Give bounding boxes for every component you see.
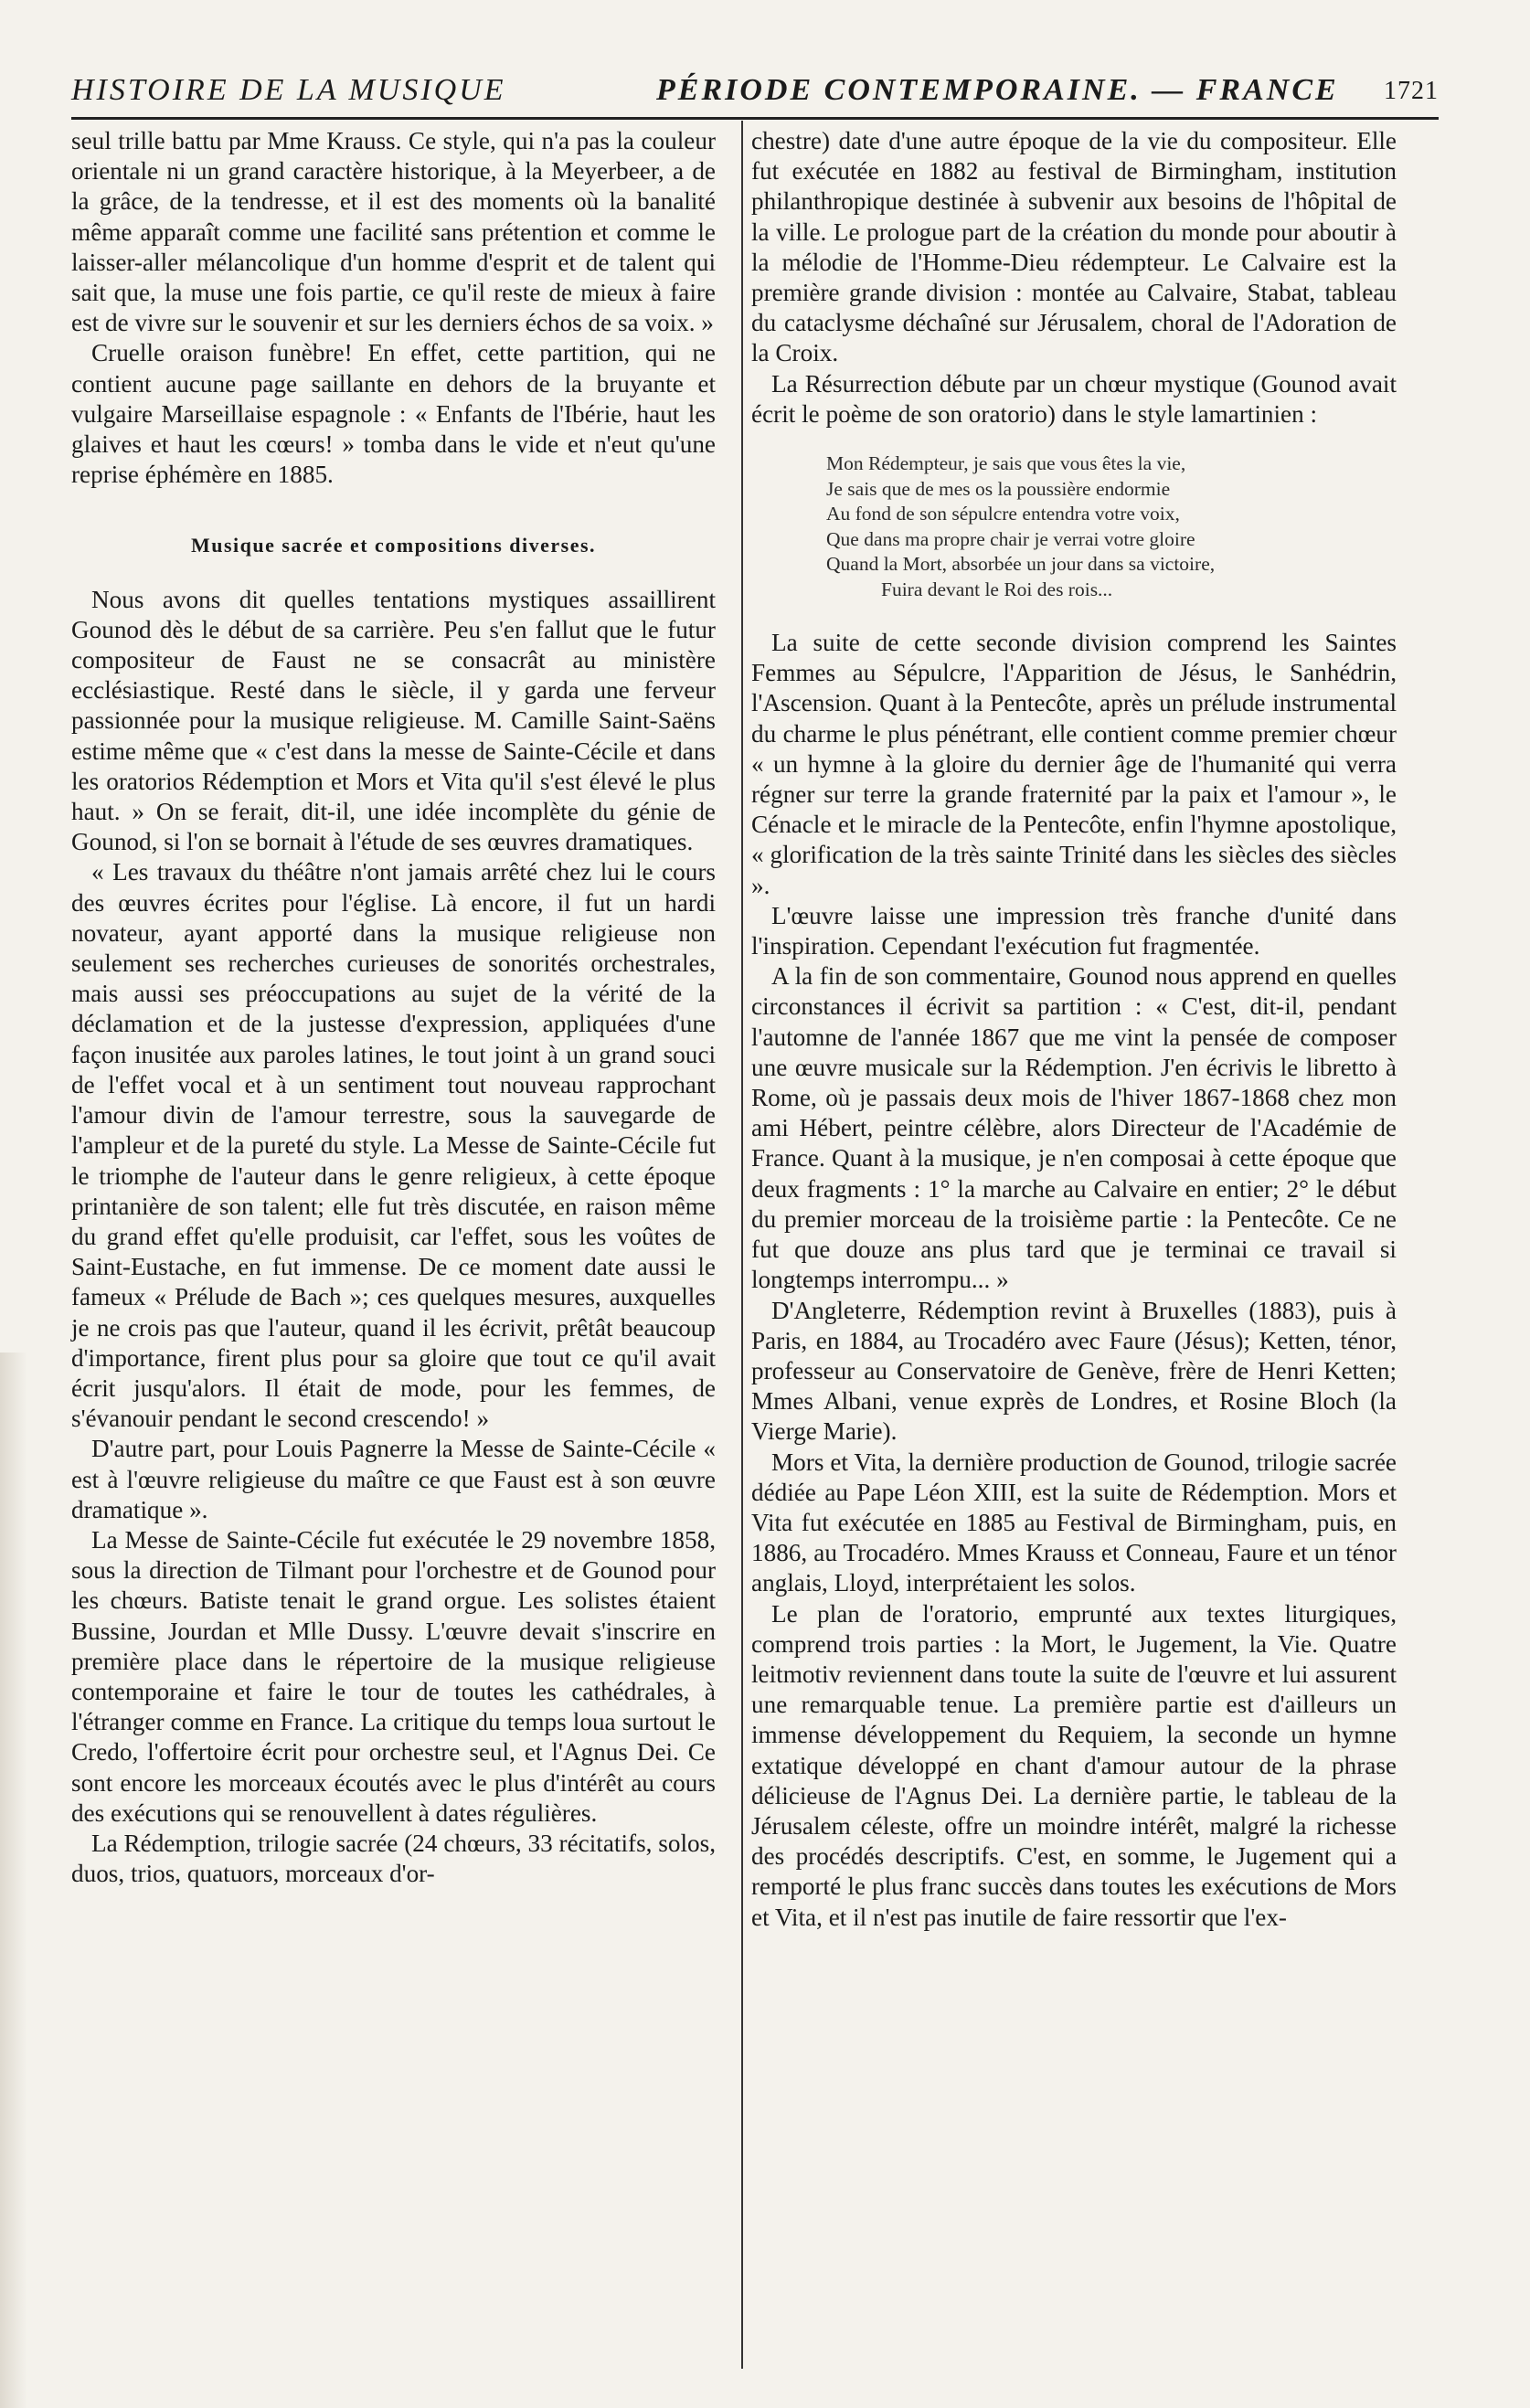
paragraph: chestre) date d'une autre époque de la vie du compositeur. Elle fut exécutée en 1882 au festival de Birmingham, institution philanthropique destinée à subvenir aux besoins de l'hôpital de la ville. Le prologue part de la création du monde pour aboutir à la mélodie de l'Homme-Dieu rédempteur. Le Calvaire est la première grande division : montée au Calvaire, Stabat, tableau du cataclysme déchaîné sur Jérusalem, choral de l'Adoration de la Croix. [751,127,1397,367]
header-right-title: PÉRIODE CONTEMPORAINE. — FRANCE [656,73,1339,107]
poem-line: Mon Rédempteur, je sais que vous êtes la vie, [826,452,1186,475]
page-edge-shadow [0,1353,27,2408]
paragraph: « Les travaux du théâtre n'ont jamais arrêté chez lui le cours des œuvres écrites pour l'église. Là encore, il fut un hardi novateur, ayant apporté dans la musique religieuse non seulement ses recherches curieuses de sonorités orchestrales, mais aussi ses préoccupations au sujet de la vérité de la déclamation et de la justesse d'expression, appliquées d'une façon inusitée aux paroles latines, le tout joint à un grand souci de l'effet vocal et à un sentiment tout nouveau rapprochant l'amour divin de l'amour terrestre, sous la sauvegarde de l'ampleur et de la pureté du style. La Messe de Sainte-Cécile fut le triomphe de l'auteur dans le genre religieux, à cette époque printanière de son talent; elle fut très discutée, en raison même du grand effet qu'elle produisit, car l'effet, sous les voûtes de Saint-Eustache, en fut immense. De ce moment date aussi le fameux « Prélude de Bach »; ces quelques mesures, auxquelles je ne crois pas que l'auteur, quand il les écrivit, prêtât beaucoup d'importance, firent plus pour sa gloire que tout ce qu'il avait écrit jusqu'alors. Il était de mode, pour les femmes, de s'évanouir pendant le second crescendo! » [71,858,716,1433]
column-divider [741,121,743,2369]
poem-line: Quand la Mort, absorbée un jour dans sa victoire, [826,553,1216,576]
paragraph: D'Angleterre, Rédemption revint à Bruxelles (1883), puis à Paris, en 1884, au Trocadéro avec Faure (Jésus); Ketten, ténor, professeur au Conservatoire de Genève, frère de Henri Ketten; Mmes Albani, venue exprès de Londres, et Rosine Bloch (la Vierge Marie). [751,1296,1397,1446]
paragraph: Le plan de l'oratorio, emprunté aux textes liturgiques, comprend trois parties : la Mort, le Jugement, la Vie. Quatre leitmotiv reviennent dans toute la suite de l'œuvre et lui assurent une remarquable tenue. La première partie est d'ailleurs un immense développement du Requiem, la seconde un hymne extatique développé en chant d'amour autour de la phrase délicieuse de l'Agnus Dei. La dernière partie, le tableau de la Jérusalem céleste, offre un moindre intérêt, malgré la richesse des procédés descriptifs. C'est, en somme, le Jugement qui a remporté le plus franc succès dans toutes les exécutions de Mors et Vita, et il n'est pas inutile de faire ressortir que l'ex- [751,1599,1397,1931]
paragraph: L'œuvre laisse une impression très franche d'unité dans l'inspiration. Cependant l'exécution fut fragmentée. [751,901,1397,960]
paragraph: A la fin de son commentaire, Gounod nous apprend en quelles circonstances il écrivit sa partition : « C'est, dit-il, pendant l'automne de l'année 1867 que me vint la pensée de composer une œuvre musicale sur la Rédemption. J'en écrivis le libretto à Rome, où je passais deux mois de l'hiver 1867-1868 chez mon ami Hébert, peintre célèbre, alors Directeur de l'Académie de France. Quant à la musique, je n'en composai à cette époque que deux fragments : 1° la marche au Calvaire en entier; 2° le début du premier morceau de la troisième partie : la Pentecôte. Ce ne fut que douze ans plus tard que je terminai ce travail si longtemps interrompu... » [751,962,1397,1294]
poem-quote [826,451,1397,602]
section-title: Musique sacrée et compositions diverses. [190,534,597,557]
paragraph: Nous avons dit quelles tentations mystiques assaillirent Gounod dès le début de sa carrière. Peu s'en fallut que le futur compositeur de Faust ne se consacrât au ministère ecclésiastique. Resté dans le siècle, il y garda une ferveur passionnée pour la musique religieuse. M. Camille Saint-Saëns estime même que « c'est dans la messe de Sainte-Cécile et dans les oratorios Rédemption et Mors et Vita qu'il s'est élevé le plus haut. » On se ferait, dit-il, une idée incomplète du génie de Gounod, si l'on se bornait à l'étude de ses œuvres dramatiques. [71,585,716,856]
paragraph: La Rédemption, trilogie sacrée (24 chœurs, 33 récitatifs, solos, duos, trios, quatuors, morceaux d'or- [71,1829,716,1888]
paragraph: Cruelle oraison funèbre! En effet, cette partition, qui ne contient aucune page saillante en dehors de la bruyante et vulgaire Marseillaise espagnole : « Enfants de l'Ibérie, haut les glaives et haut les cœurs! » tomba dans le vide et n'eut qu'une reprise éphémère en 1885. [71,339,716,489]
paragraph: Mors et Vita, la dernière production de Gounod, trilogie sacrée dédiée au Pape Léon XIII, est la suite de Rédemption. Mors et Vita fut exécutée en 1885 au Festival de Birmingham, puis, en 1886, au Trocadéro. Mmes Krauss et Conneau, Faure et un ténor anglais, Lloyd, interprétaient les solos. [751,1448,1397,1597]
running-header [71,71,1439,120]
right-column [751,126,1397,1933]
poem-line: Je sais que de mes os la poussière endormie [826,477,1171,500]
paragraph: La Résurrection débute par un chœur mystique (Gounod avait écrit le poème de son oratorio) dans le style lamartinien : [751,369,1397,428]
paragraph: seul trille battu par Mme Krauss. Ce style, qui n'a pas la couleur orientale ni un grand caractère historique, à la Meyerbeer, a de la grâce, de la tendresse, et il est des moments où la banalité même apparaît comme une facilité sans prétention et comme le laisser-aller mélancolique d'un homme d'esprit et de talent qui sait que, la muse une fois partie, ce qu'il reste de mieux à faire est de vivre sur le souvenir et sur les derniers échos de sa voix. » [71,127,716,337]
poem-line: Fuira devant le Roi des rois... [881,578,1113,600]
paragraph: La Messe de Sainte-Cécile fut exécutée le 29 novembre 1858, sous la direction de Tilmant pour l'orchestre et de Gounod pour les chœurs. Batiste tenait le grand orgue. Les solistes étaient Bussine, Jourdan et Mlle Dussy. L'œuvre devait s'inscrire en première place dans le répertoire de la musique religieuse contemporaine et faire le tour de toutes les cathédrales, à l'étranger comme en France. La critique du temps loua surtout le Credo, l'offertoire écrit pour orchestre seul, et l'Agnus Dei. Ce sont encore les morceaux écoutés avec le plus d'intérêt au cours des exécutions qui se renouvellent à dates régulières. [71,1525,716,1827]
poem-line: Au fond de son sépulcre entendra votre voix, [826,503,1180,525]
paragraph: D'autre part, pour Louis Pagnerre la Messe de Sainte-Cécile « est à l'œuvre religieuse du maître ce que Faust est à son œuvre dramatique ». [71,1435,716,1523]
poem-line: Que dans ma propre chair je verrai votre gloire [826,527,1195,550]
header-left-title: HISTOIRE DE LA MUSIQUE [71,73,506,107]
page-number: 1721 [1384,77,1439,105]
paragraph: La suite de cette seconde division comprend les Saintes Femmes au Sépulcre, l'Apparition de Jésus, le Sanhédrin, l'Ascension. Quant à la Pentecôte, après un prélude instrumental du charme le plus pénétrant, elle contient comme premier chœur « un hymne à la gloire du dernier âge de l'humanité qui verra régner sur terre la grande fraternité par la paix et l'amour », le Cénacle et le miracle de la Pentecôte, enfin l'hymne apostolique, « glorification de la très sainte Trinité dans les siècles des siècles ». [751,629,1397,899]
left-column [71,126,716,1889]
